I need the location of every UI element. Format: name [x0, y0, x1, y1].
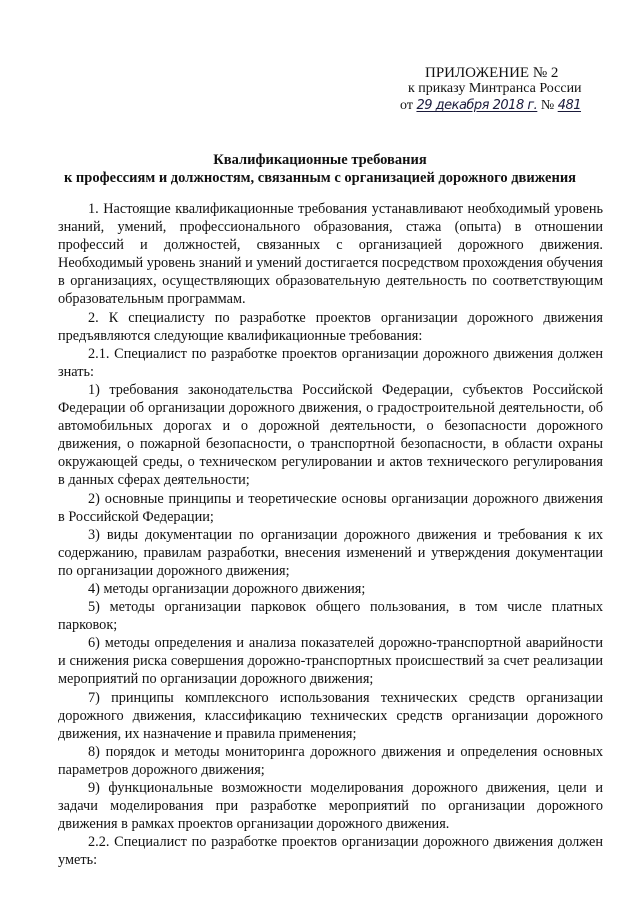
document-title: Квалификационные требования	[213, 152, 427, 168]
list-item: 7) принципы комплексного использования технических средств организации дорожного движения, классификацию технических средств организации дорожного движения, их назначение и правила применения;	[58, 689, 603, 742]
list-item: 5) методы организации парковок общего пользования, в том числе платных парковок;	[58, 599, 603, 634]
order-date-line	[400, 98, 632, 114]
document-body	[58, 200, 603, 869]
paragraph: 2.1. Специалист по разработке проектов организации дорожного движения должен знать:	[58, 345, 603, 380]
date-prefix: от	[400, 98, 413, 113]
list-item: 6) методы определения и анализа показателей дорожно-транспортной аварийности и снижения риска совершения дорожно-транспортных происшествий за счет реализации мероприятий по организации дорожного движения;	[58, 635, 603, 688]
document-subtitle: к профессиям и должностям, связанным с организацией дорожного движения	[63, 170, 577, 186]
list-item: 4) методы организации дорожного движения;	[88, 580, 366, 597]
handwritten-number: 481	[557, 98, 582, 113]
list-item: 9) функциональные возможности моделирования дорожного движения, цели и задачи моделирования при разработке мероприятий по организации дорожного движения в рамках проектов организации дорожного движения.	[58, 780, 603, 833]
paragraph: 2.2. Специалист по разработке проектов организации дорожного движения должен уметь:	[58, 834, 603, 869]
paragraph: 1. Настоящие квалификационные требования устанавливают необходимый уровень знаний, умений, профессионального образования, стажа (опыта) в отношении профессий и должностей, связанных с организацией дорожного движения. Необходимый уровень знаний и умений достигается посредством прохождения обучения в организациях, осуществляющих образовательную деятельность по соответствующим образовательным программам.	[58, 201, 603, 308]
paragraph: 2. К специалисту по разработке проектов организации дорожного движения предъявляются следующие квалификационные требования:	[58, 309, 603, 344]
list-item: 3) виды документации по организации дорожного движения и требования к их содержанию, правилам разработки, внесения изменений и утверждения документации по организации дорожного движения;	[58, 526, 603, 579]
order-reference: к приказу Минтранса России	[408, 81, 582, 96]
appendix-title: ПРИЛОЖЕНИЕ № 2	[425, 65, 559, 81]
list-item: 8) порядок и методы мониторинга дорожного движения и определения основных параметров дорожного движения;	[58, 743, 603, 778]
list-item: 1) требования законодательства Российской Федерации, субъектов Российской Федерации об организации дорожного движения, о градостроительной деятельности, об автомобильных дорогах и о дорожной деятельности, о безопасности дорожного движения, о пожарной безопасности, о транспортной безопасности, в области охраны окружающей среды, о техническом регулировании и актов технического регулирования в данных сферах деятельности;	[58, 381, 603, 489]
list-item: 2) основные принципы и теоретические основы организации дорожного движения в Российской Федерации;	[58, 490, 603, 525]
handwritten-date: 29 декабря 2018 г.	[416, 98, 538, 113]
number-label: №	[540, 98, 555, 113]
